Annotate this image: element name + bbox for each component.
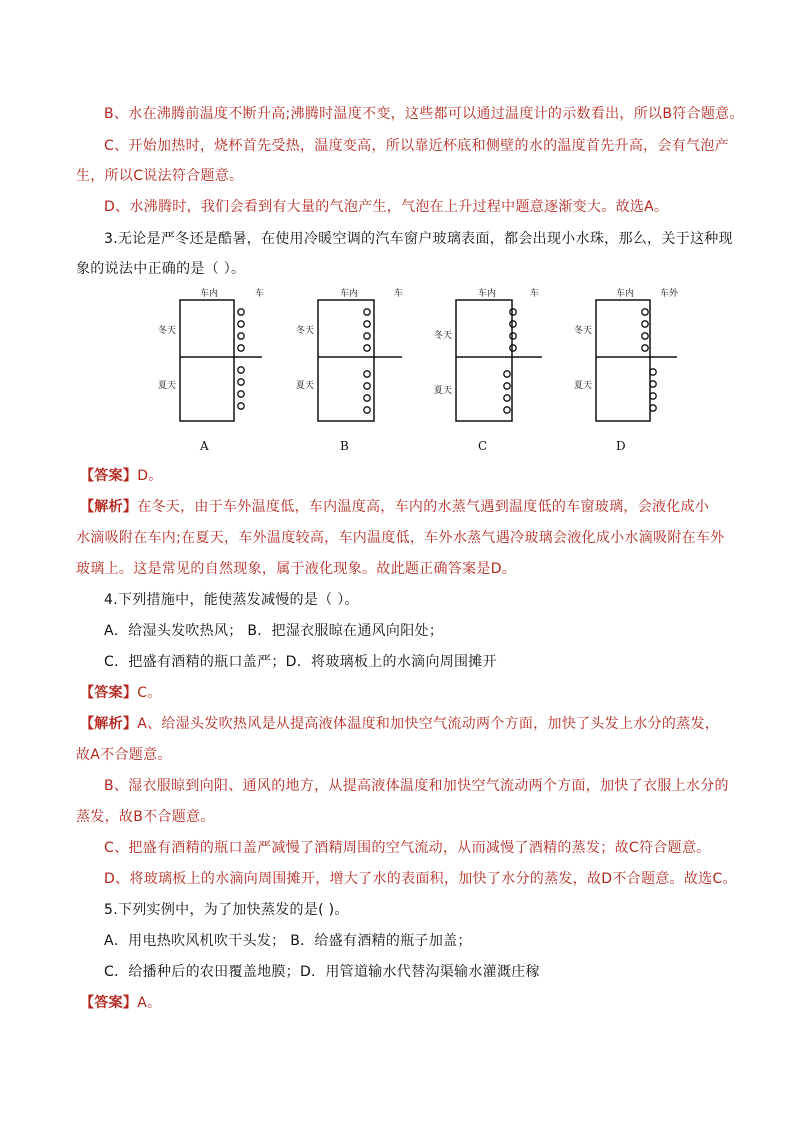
q3-analysis-tag: 【解析】 <box>80 499 138 515</box>
q5-answer-value: A。 <box>137 995 162 1011</box>
q4-analysis-line-2: 故A不合题意。 <box>76 747 172 763</box>
panel-a-label-outside: 车 <box>255 289 265 299</box>
q2-analysis-c: C、开始加热时，烧杯首先受热，温度变高，所以靠近杯底和侧壁的水的温度首先升高，会有气泡产 <box>104 138 729 154</box>
panel-c-label-outside: 车 <box>530 289 540 299</box>
panel-c-label-summer: 夏天 <box>434 386 453 396</box>
q4-analysis-line-3: B、湿衣服晾到向阳、通风的地方，从提高液体温度和加快空气流动两个方面，加快了衣服上水分的 <box>104 778 729 794</box>
q5-answer <box>80 993 161 1013</box>
q4-analysis-line-4: 蒸发，故B不合题意。 <box>76 809 215 825</box>
panel-b-window <box>318 300 374 421</box>
panel-a-window <box>180 300 234 421</box>
q5-stem: 5.下列实例中，为了加快蒸发的是( )。 <box>104 902 349 918</box>
panel-a-letter: A <box>200 439 209 453</box>
q3-answer-tag: 【答案】 <box>80 468 138 484</box>
q3-analysis-text-1: 在冬天，由于车外温度低，车内温度高，车内的水蒸气遇到温度低的车窗玻璃，会液化成小 <box>137 499 710 515</box>
q3-stem: 3.无论是严冬还是酷暑，在使用冷暖空调的汽车窗户玻璃表面，都会出现小水珠，那么，关于这种现 <box>104 231 733 247</box>
panel-c-droplets <box>504 309 516 413</box>
q2-analysis-d: D、水沸腾时，我们会看到有大量的气泡产生，气泡在上升过程中题意逐渐变大。故选A。 <box>104 199 669 215</box>
q4-analysis-line-6: D、将玻璃板上的水滴向周围摊开，增大了水的表面积，加快了水分的蒸发，故D不合题意。故选C。 <box>104 871 737 887</box>
panel-d <box>574 287 679 453</box>
q3-stem-cont: 象的说法中正确的是（ ）。 <box>76 261 246 277</box>
panel-d-label-winter: 冬天 <box>574 326 593 336</box>
q2-analysis-c-cont: 生，所以C说法符合题意。 <box>76 168 244 184</box>
panel-c <box>434 287 542 453</box>
panel-b-label-inside: 车内 <box>340 289 359 299</box>
q4-stem: 4.下列措施中，能使蒸发减慢的是（ ）。 <box>104 592 359 608</box>
q4-analysis-text-1: A、给湿头发吹热风是从提高液体温度和加快空气流动两个方面，加快了头发上水分的蒸发， <box>137 716 720 732</box>
panel-d-window <box>596 300 650 421</box>
panel-b-droplets <box>364 309 370 413</box>
q3-analysis-line-1 <box>80 497 709 517</box>
car-window-diagram <box>140 284 700 459</box>
panel-d-droplets <box>642 309 656 411</box>
panel-a <box>158 287 264 453</box>
panel-a-label-inside: 车内 <box>200 289 219 299</box>
q5-options-ab: A．用电热吹风机吹干头发； B．给盛有酒精的瓶子加盖； <box>104 933 472 949</box>
q5-answer-tag: 【答案】 <box>80 995 138 1011</box>
panel-a-droplets <box>238 309 244 409</box>
panel-b <box>296 287 403 453</box>
panel-b-label-summer: 夏天 <box>296 381 315 391</box>
panel-d-label-inside: 车内 <box>616 289 635 299</box>
panel-d-letter: D <box>616 439 626 453</box>
q3-analysis-line-3: 玻璃上。这是常见的自然现象，属于液化现象。故此题正确答案是D。 <box>76 561 517 577</box>
panel-d-label-summer: 夏天 <box>574 381 593 391</box>
panel-a-label-winter: 冬天 <box>158 326 177 336</box>
q4-analysis-line-1 <box>80 714 719 734</box>
q2-analysis-b: B、水在沸腾前温度不断升高;沸腾时温度不变，这些都可以通过温度计的示数看出，所以B符合题意。 <box>104 106 744 122</box>
q3-answer-value: D。 <box>137 468 163 484</box>
q4-analysis-tag: 【解析】 <box>80 716 138 732</box>
panel-c-label-winter: 冬天 <box>434 331 453 341</box>
q4-analysis-line-5: C、把盛有酒精的瓶口盖严减慢了酒精周围的空气流动，从而减慢了酒精的蒸发；故C符合题意。 <box>104 840 711 856</box>
q4-options-cd: C．把盛有酒精的瓶口盖严；D．将玻璃板上的水滴向周围摊开 <box>104 654 497 670</box>
panel-c-letter: C <box>478 439 488 453</box>
q3-analysis-line-2: 水滴吸附在车内;在夏天，车外温度较高，车内温度低，车外水蒸气遇冷玻璃会液化成小水滴吸附在车外 <box>76 530 725 546</box>
panel-c-label-inside: 车内 <box>478 289 497 299</box>
q3-answer <box>80 466 163 486</box>
panel-d-label-outside: 车外 <box>660 289 679 299</box>
panel-b-label-outside: 车 <box>394 289 404 299</box>
panel-a-label-summer: 夏天 <box>158 381 177 391</box>
panel-b-letter: B <box>340 439 349 453</box>
panel-c-window <box>456 300 512 421</box>
q4-answer-tag: 【答案】 <box>80 685 138 701</box>
q5-options-cd: C．给播种后的农田覆盖地膜；D．用管道输水代替沟渠输水灌溉庄稼 <box>104 964 540 980</box>
panel-b-label-winter: 冬天 <box>296 326 315 336</box>
q4-answer <box>80 683 162 703</box>
q4-options-ab: A．给湿头发吹热风； B．把湿衣服晾在通风向阳处； <box>104 623 444 639</box>
q4-answer-value: C。 <box>137 685 162 701</box>
